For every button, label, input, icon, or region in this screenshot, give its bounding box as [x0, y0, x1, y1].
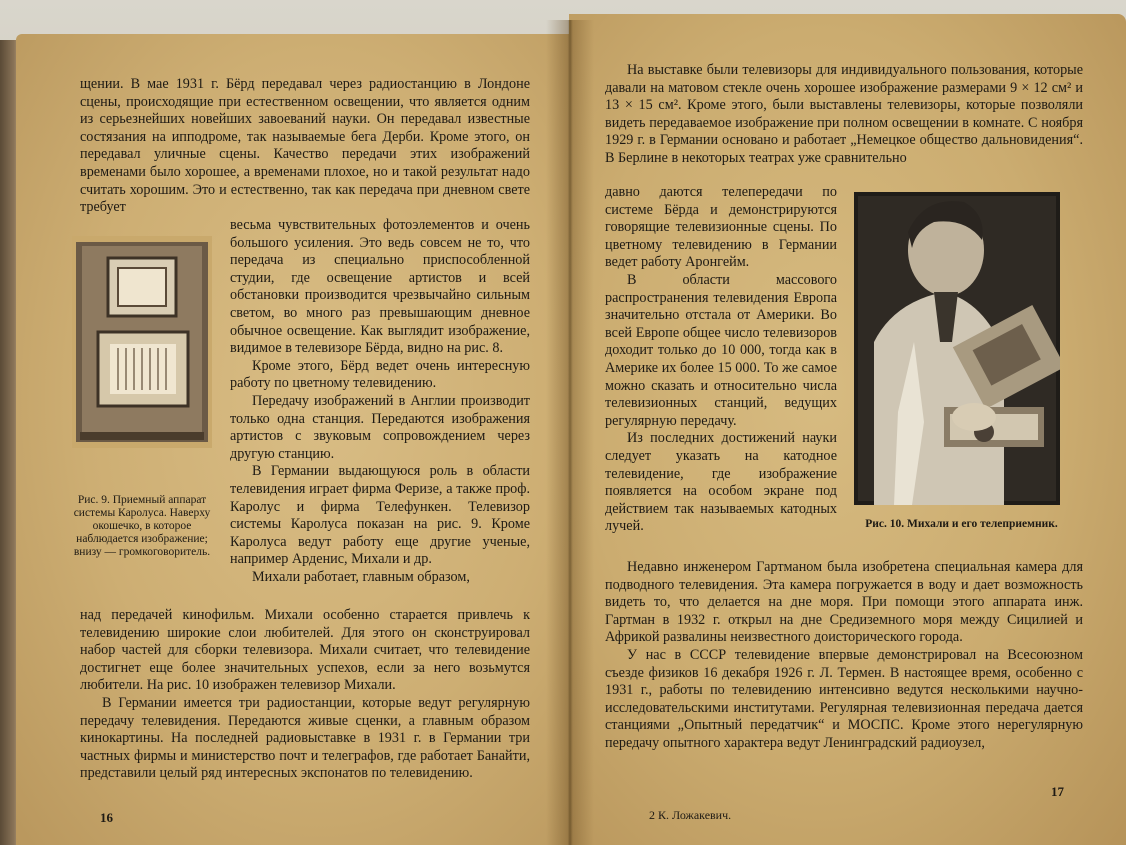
right-beside-figure-text [605, 184, 837, 536]
left-top-paragraph: щении. В мае 1931 г. Бёрд передавал через радиостанцию в Лондоне сцены, происходящие при естественном освещении, что является одним из серьезнейших новейших завоеваний науки. Он передавал известные состязания на ипподроме, так называемые бега Дерби. Кроме этого, он передавал уличные сцены. Качество передачи этих изображений временами было хорошее, а временами плохое, но и такой результат надо считать хорошим. Это и естественно, так как передача при дневном свете требует [80, 76, 530, 216]
paragraph-mihali-start: Михали работает, главным образом, [252, 568, 470, 585]
beside-figure-paragraph-right: давно даются телепередачи по системе Бёрда и демонстрируются говорящие телевизионные сцены. По цветному телевидению в Германии ведет работу Аронгейм. [605, 184, 837, 271]
right-bottom-text [605, 559, 1083, 753]
paragraph-germania: В Германии выдающуюся роль в области телевидения играет фирма Феризе, а также проф. Каролус и фирма Телефункен. Телевизор системы Каролуса показан на рис. 9. Кроме Каролуса ведут работу еще другие ученые, например Арденис, Михали и др. [230, 463, 530, 568]
paragraph-mihali-rest: над передачей кинофильм. Михали особенно старается привлечь к телевидению широкие слои любителей. Для этого он сконструировал набор частей для сборки телевизора. Михали считает, что телевидение достигнет еще более значительных успехов, если за него возьмутся любители. На рис. 10 изображен телевизор Михали. [80, 607, 530, 694]
paragraph-sssr: У нас в СССР телевидение впервые демонстрировал на Всесоюзном съезде физиков 16 декабря 1926 г. Л. Термен. В настоящее время, особенно с 1931 г., работы по телевидению интенсивно ведутся несколькими научно-исследовательскими институтами. Регулярная телевизионная передача дается станциями „Опытный передатчик“ и МОСПС. Кроме этого нерегулярную передачу опытного характера ведут Ленинградский радиоузел, [605, 646, 1083, 751]
footer-signature: 2 К. Ложакевич. [649, 808, 732, 822]
right-page-number: 17 [1051, 784, 1064, 799]
paragraph-massovogo: В области массового распространения телевидения Европа значительно отстала от Америки. Во всей Европе общее число телевизоров доходит только до 10 000, тогда как в Америке их более 15 000. То же самое можно сказать и относительно числа телевизионных станций, ведущих регулярную передачу. [605, 271, 837, 429]
left-page-number: 16 [100, 810, 113, 825]
paragraph-katodnoe: Из последних достижений науки следует указать на катодное телевидение, где изображение появляется на особом экране под действием так называемых катодных лучей. [605, 430, 837, 535]
paragraph-anglia: Передачу изображений в Англии производит только одна станция. Передаются изображения артистов с звуковым сопровождением через другую станцию. [230, 392, 530, 462]
paragraph-gartman: Недавно инженером Гартманом была изобретена специальная камера для подводного телевидения. Эта камера погружается в воду и дает возможность видеть то, что делается на дне моря. При помощи этого аппарата инж. Гартман в 1932 г. открыл на дне Средиземного моря между Сицилией и Африкой развалины неизвестного доисторического города. [605, 559, 1083, 646]
figure-9-image [72, 236, 212, 448]
left-bottom-text [80, 607, 530, 783]
figure-10-image [854, 192, 1060, 505]
right-page [569, 14, 1126, 845]
paragraph-radio: В Германии имеется три радиостанции, которые ведут регулярную передачу телевидения. Передаются живые сценки, а главным образом кинокартины. На последней радиовыставке в 1931 г. в Германии три частных фирмы и министерство почт и телеграфов, где работает Банайти, представили целый ряд интересных экспонатов по телевидению. [80, 694, 530, 782]
right-top-paragraph: На выставке были телевизоры для индивидуального пользования, которые давали на матовом стекле очень хорошее изображение размерами 9 × 12 см² и 13 × 15 см². Кроме этого, были выставлены телевизоры, которые позволяли видеть передаваемое изображение при полном освещении в комнате. С ноября 1929 г. в Германии основано и работает „Немецкое общество дальновидения“. В Берлине в некоторых театрах уже сравнительно [605, 62, 1083, 166]
figure-9-caption: Рис. 9. Приемный аппарат системы Каролуса. Наверху окошечко, в которое наблюдается изображение; внизу — громкоговоритель. [73, 494, 211, 558]
left-top-text [80, 76, 530, 217]
left-page [16, 34, 569, 845]
figure-10-caption: Рис. 10. Михали и его телеприемник. [865, 518, 1058, 530]
left-beside-figure-text [230, 217, 530, 586]
right-top-text [605, 62, 1083, 168]
beside-figure-paragraph: весьма чувствительных фотоэлементов и очень большого усиления. Это ведь совсем не то, что передача из специально приспособленной студии, где освещение артистов и всей обстановки производится чрезвычайно сильным светом, во много раз превышающим дневное обычное освещение. Как выглядит изображение, видимое в телевизоре Бёрда, видно на рис. 8. [230, 217, 530, 357]
paragraph-kroma: Кроме этого, Бёрд ведет очень интересную работу по цветному телевидению. [230, 357, 530, 392]
